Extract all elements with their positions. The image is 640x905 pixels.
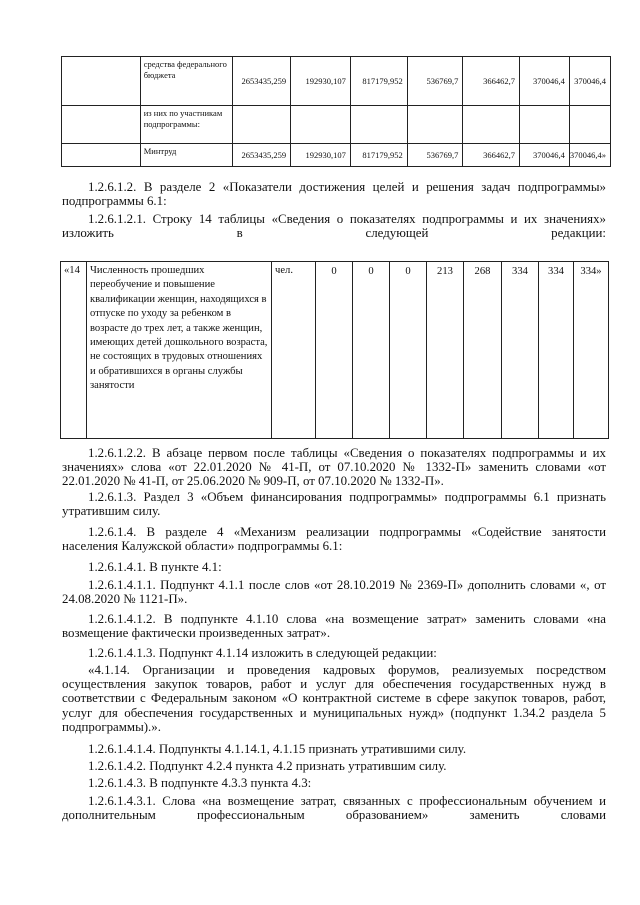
cell-value: 370046,4 [520, 144, 570, 167]
unit: чел. [272, 262, 316, 439]
paragraph: 1.2.6.1.2. В разделе 2 «Показатели достижения целей и решения задач подпрограммы» подпрограммы 6.1: [62, 180, 606, 209]
indicator-table [60, 261, 609, 439]
table-row [62, 106, 611, 144]
cell-value: 0 [316, 262, 353, 439]
cell-value: 536769,7 [407, 57, 463, 106]
cell-value: 536769,7 [407, 144, 463, 167]
paragraph: 1.2.6.1.4.1. В пункте 4.1: [88, 560, 222, 574]
table-row [61, 262, 609, 439]
row-label: средства федерального бюджета [140, 57, 233, 106]
table-row [62, 144, 611, 167]
cell-value: 2653435,259 [233, 57, 291, 106]
paragraph: 1.2.6.1.2.1. Строку 14 таблицы «Сведения о показателях подпрограммы и их значениях» изложить в следующей редакции: [62, 212, 606, 241]
row-label: из них по участникам подпрограммы: [140, 106, 233, 144]
row-label: Минтруд [140, 144, 233, 167]
cell-value: 192930,107 [291, 144, 351, 167]
cell-value: 192930,107 [291, 57, 351, 106]
indicator-name: Численность прошедших переобучение и повышение квалификации женщин, находящихся в отпуске по уходу за ребенком в возрасте до трех лет, а также женщин, имеющих детей дошкольного возраста, не состоящих в трудовых отношениях и обратившихся в органы службы занятости [87, 262, 272, 439]
cell-value: 334» [574, 262, 609, 439]
paragraph: 1.2.6.1.4.3.1. Слова «на возмещение затрат, связанных с профессиональным обучением и дополнительным профессиональным образованием» заменить словами [62, 794, 606, 823]
cell-value: 370046,4» [569, 144, 610, 167]
cell-value: 268 [464, 262, 502, 439]
paragraph: 1.2.6.1.3. Раздел 3 «Объем финансирования подпрограммы» подпрограммы 6.1 признать утратившим силу. [62, 490, 606, 519]
table-row [62, 57, 611, 106]
cell-value: 334 [502, 262, 539, 439]
cell-value: 370046,4 [569, 57, 610, 106]
paragraph: 1.2.6.1.4.1.1. Подпункт 4.1.1 после слов «от 28.10.2019 № 2369-П» дополнить словами «, от 24.08.2020 № 1121-П». [62, 578, 606, 607]
cell-value: 370046,4 [520, 57, 570, 106]
paragraph: 1.2.6.1.4.2. Подпункт 4.2.4 пункта 4.2 признать утратившим силу. [88, 759, 447, 773]
cell-value: 334 [539, 262, 574, 439]
cell-value: 2653435,259 [233, 144, 291, 167]
paragraph: «4.1.14. Организации и проведения кадровых форумов, реализуемых посредством осуществления закупок товаров, работ и услуг для обеспечения государственных нужд в соответствии с Федеральным законом «О контрактной системе в сфере закупок товаров, работ, услуг для обеспечения государственных и муниципальных нужд» (подпункт 1.34.2 раздела 5 подпрограммы).». [62, 663, 606, 734]
cell-value: 366462,7 [463, 144, 520, 167]
cell-value: 0 [390, 262, 427, 439]
paragraph: 1.2.6.1.4.1.3. Подпункт 4.1.14 изложить в следующей редакции: [88, 646, 437, 660]
cell-value: 817179,952 [350, 144, 407, 167]
paragraph: 1.2.6.1.2.2. В абзаце первом после таблицы «Сведения о показателях подпрограммы и их значениях» слова «от 22.01.2020 № 41-П, от 07.10.2020 № 1332-П» заменить словами «от 22.01.2020 № 41-П, от 25.06.2020 № 909-П, от 07.10.2020 № 1332-П». [62, 446, 606, 489]
paragraph: 1.2.6.1.4.1.4. Подпункты 4.1.14.1, 4.1.15 признать утратившими силу. [88, 742, 467, 756]
budget-table [61, 56, 611, 167]
paragraph: 1.2.6.1.4. В разделе 4 «Механизм реализации подпрограммы «Содействие занятости населения Калужской области» подпрограммы 6.1: [62, 525, 606, 554]
cell-value: 817179,952 [350, 57, 407, 106]
cell-value: 0 [353, 262, 390, 439]
cell-value: 366462,7 [463, 57, 520, 106]
row-number: «14 [61, 262, 87, 439]
cell-value: 213 [427, 262, 464, 439]
paragraph: 1.2.6.1.4.3. В подпункте 4.3.3 пункта 4.3: [88, 776, 312, 790]
paragraph: 1.2.6.1.4.1.2. В подпункте 4.1.10 слова «на возмещение затрат» заменить словами «на возмещение фактически произведенных затрат». [62, 612, 606, 641]
